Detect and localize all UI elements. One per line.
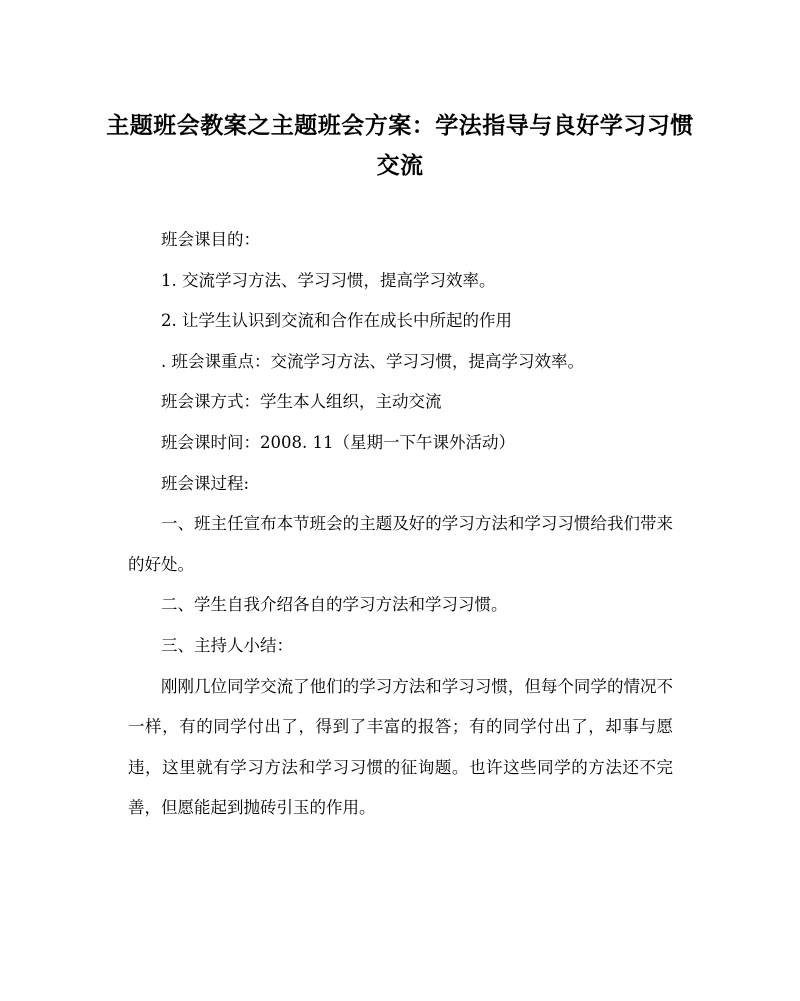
paragraph-purpose-2: 2. 让学生认识到交流和合作在成长中所起的作用	[161, 311, 512, 331]
paragraph-step-2: 二、学生自我介绍各自的学习方法和学习习惯。	[161, 595, 508, 615]
paragraph-summary: 刚刚几位同学交流了他们的学习方法和学习习惯，但每个同学的情况不一样，有的同学付出了，得到了丰富的报答；有的同学付出了，却事与愿违，这里就有学习方法和学习习惯的征询题。也许这些同学的方法还不完善，但愿能起到抛砖引玉的作用。	[128, 676, 673, 818]
paragraph-step-1: 一、班主任宣布本节班会的主题及好的学习方法和学习习惯给我们带来的好处。	[128, 514, 673, 574]
paragraph-step-3: 三、主持人小结：	[161, 635, 293, 655]
document-title: 主题班会教案之主题班会方案：学法指导与良好学习习惯交流	[106, 113, 694, 179]
document-body	[128, 220, 673, 829]
paragraph-purpose-heading: 班会课目的：	[161, 230, 260, 249]
paragraph-method: 班会课方式：学生本人组织，主动交流	[161, 392, 442, 412]
paragraph-purpose-1: 1. 交流学习方法、学习习惯，提高学习效率。	[161, 270, 496, 290]
paragraph-time: 班会课时间：2008. 11（星期一下午课外活动）	[161, 432, 515, 452]
paragraph-process-heading: 班会课过程:	[161, 473, 250, 493]
paragraph-key-point: . 班会课重点：交流学习方法、学习习惯，提高学习效率。	[161, 351, 584, 371]
